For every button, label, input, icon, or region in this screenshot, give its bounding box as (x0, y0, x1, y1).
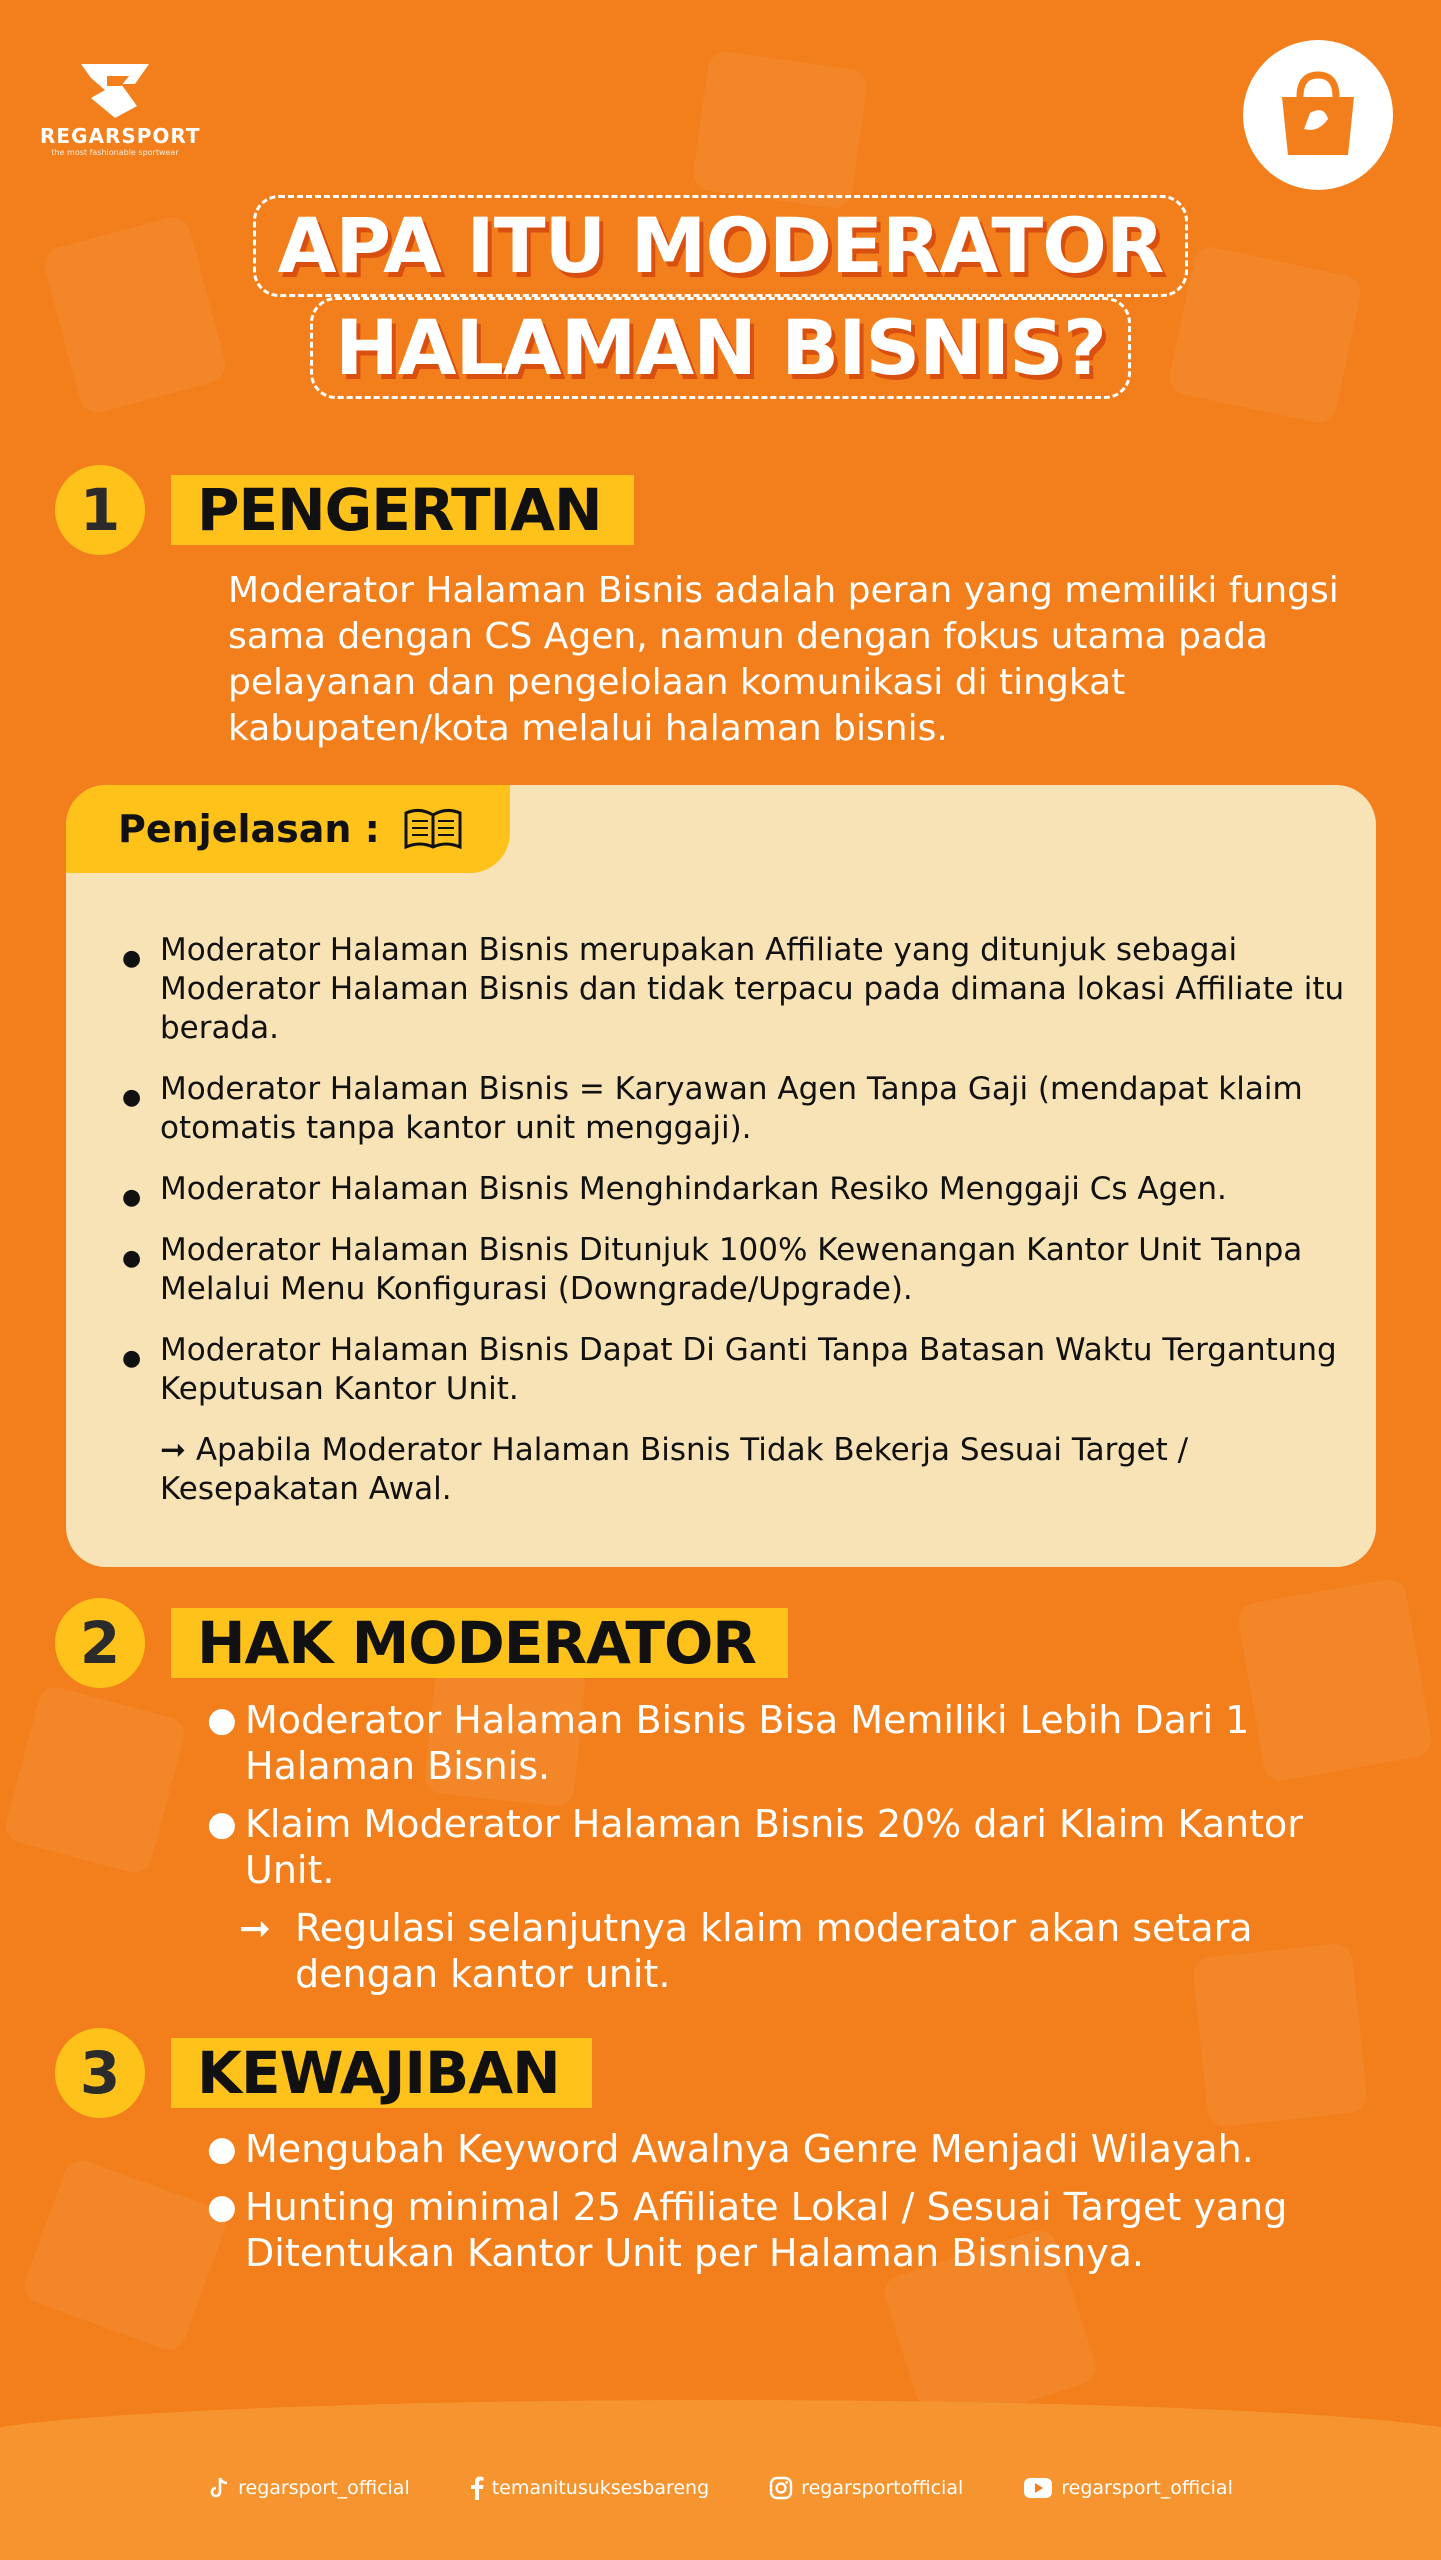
tiktok-link[interactable]: regarsport_official (208, 2476, 410, 2500)
hak-note: ➞ Regulasi selanjutnya klaim moderator akan setara dengan kantor unit. (239, 1906, 1253, 1996)
explanation-card (66, 785, 1376, 1567)
list-item: ● Klaim Moderator Halaman Bisnis 20% dari Klaim Kantor Unit. (207, 1802, 1303, 1892)
brand-name: REGARSPORT (40, 124, 201, 148)
youtube-link[interactable]: regarsport_official (1023, 2476, 1233, 2500)
list-item: ● Moderator Halaman Bisnis Dapat Di Ganti Tanpa Batasan Waktu Tergantung Keputusan Kantor Unit. (122, 1332, 1337, 1407)
explanation-list (116, 931, 1356, 1509)
youtube-icon (1023, 2477, 1053, 2499)
kewajiban-list (205, 2126, 1305, 2288)
explanation-label: Penjelasan : (118, 807, 380, 851)
section-pengertian-header (55, 465, 634, 555)
book-icon (402, 807, 464, 851)
list-item: ● Mengubah Keyword Awalnya Genre Menjadi Wilayah. (207, 2127, 1254, 2171)
explanation-note: ➞ Apabila Moderator Halaman Bisnis Tidak Bekerja Sesuai Target / Kesepakatan Awal. (160, 1432, 1189, 1507)
list-item: ● Moderator Halaman Bisnis Menghindarkan Resiko Menggaji Cs Agen. (116, 1170, 1356, 1209)
bullet-icon: ● (122, 1246, 142, 1271)
tiktok-icon (208, 2476, 230, 2500)
list-item: ● Moderator Halaman Bisnis = Karyawan Agen Tanpa Gaji (mendapat klaim otomatis tanpa kantor unit menggaji). (122, 1071, 1303, 1146)
regarsport-logo-icon (77, 60, 153, 120)
section-number: 3 (55, 2028, 145, 2118)
shopping-bag-badge (1243, 40, 1393, 190)
bullet-icon: ● (122, 1346, 142, 1371)
list-item: ● Moderator Halaman Bisnis Ditunjuk 100% Kewenangan Kantor Unit Tanpa Melalui Menu Konfigurasi (Downgrade/Upgrade). (122, 1232, 1303, 1307)
section-heading: PENGERTIAN (171, 475, 634, 545)
bullet-icon: ● (207, 1700, 237, 1740)
page-title (0, 195, 1441, 399)
social-footer (0, 2476, 1441, 2500)
brand-logo (40, 60, 201, 157)
arrow-icon: ➞ (239, 1906, 271, 1950)
section-number: 1 (55, 465, 145, 555)
arrow-icon: ➞ (160, 1432, 186, 1468)
section-heading: HAK MODERATOR (171, 1608, 788, 1678)
list-item: ● Moderator Halaman Bisnis merupakan Affiliate yang ditunjuk sebagai Moderator Halaman Bisnis dan tidak terpacu pada dimana lokasi Affiliate itu berada. (122, 932, 1345, 1046)
facebook-icon (470, 2476, 484, 2500)
bullet-icon: ● (122, 946, 142, 971)
bullet-icon: ● (207, 2129, 237, 2169)
section-kewajiban-header (55, 2028, 592, 2118)
instagram-icon (769, 2476, 793, 2500)
facebook-link[interactable]: temanitusuksesbareng (470, 2476, 709, 2500)
bullet-icon: ● (207, 1804, 237, 1844)
hak-list (205, 1697, 1305, 1997)
section-heading: KEWAJIBAN (171, 2038, 592, 2108)
bullet-icon: ● (122, 1085, 142, 1110)
brand-tagline: the most fashionable sportwear (51, 148, 179, 157)
section-number: 2 (55, 1598, 145, 1688)
shopping-bag-icon (1270, 67, 1366, 163)
pengertian-text: Moderator Halaman Bisnis adalah peran yang memiliki fungsi sama dengan CS Agen, namun dengan fokus utama pada pelayanan dan pengelolaan komunikasi di tingkat kabupaten/kota melalui halaman bisnis. (228, 570, 1339, 749)
instagram-link[interactable]: regarsportofficial (769, 2476, 963, 2500)
title-line-2: HALAMAN BISNIS? (310, 297, 1131, 399)
list-item: ● Moderator Halaman Bisnis Bisa Memiliki Lebih Dari 1 Halaman Bisnis. (207, 1698, 1250, 1788)
title-line-1: APA ITU MODERATOR (253, 195, 1189, 297)
bullet-icon: ● (207, 2187, 237, 2227)
section-hak-header (55, 1598, 788, 1688)
bullet-icon: ● (122, 1185, 142, 1210)
list-item: ● Hunting minimal 25 Affiliate Lokal / Sesuai Target yang Ditentukan Kantor Unit per Halaman Bisnisnya. (207, 2185, 1288, 2275)
explanation-tab (66, 785, 510, 873)
